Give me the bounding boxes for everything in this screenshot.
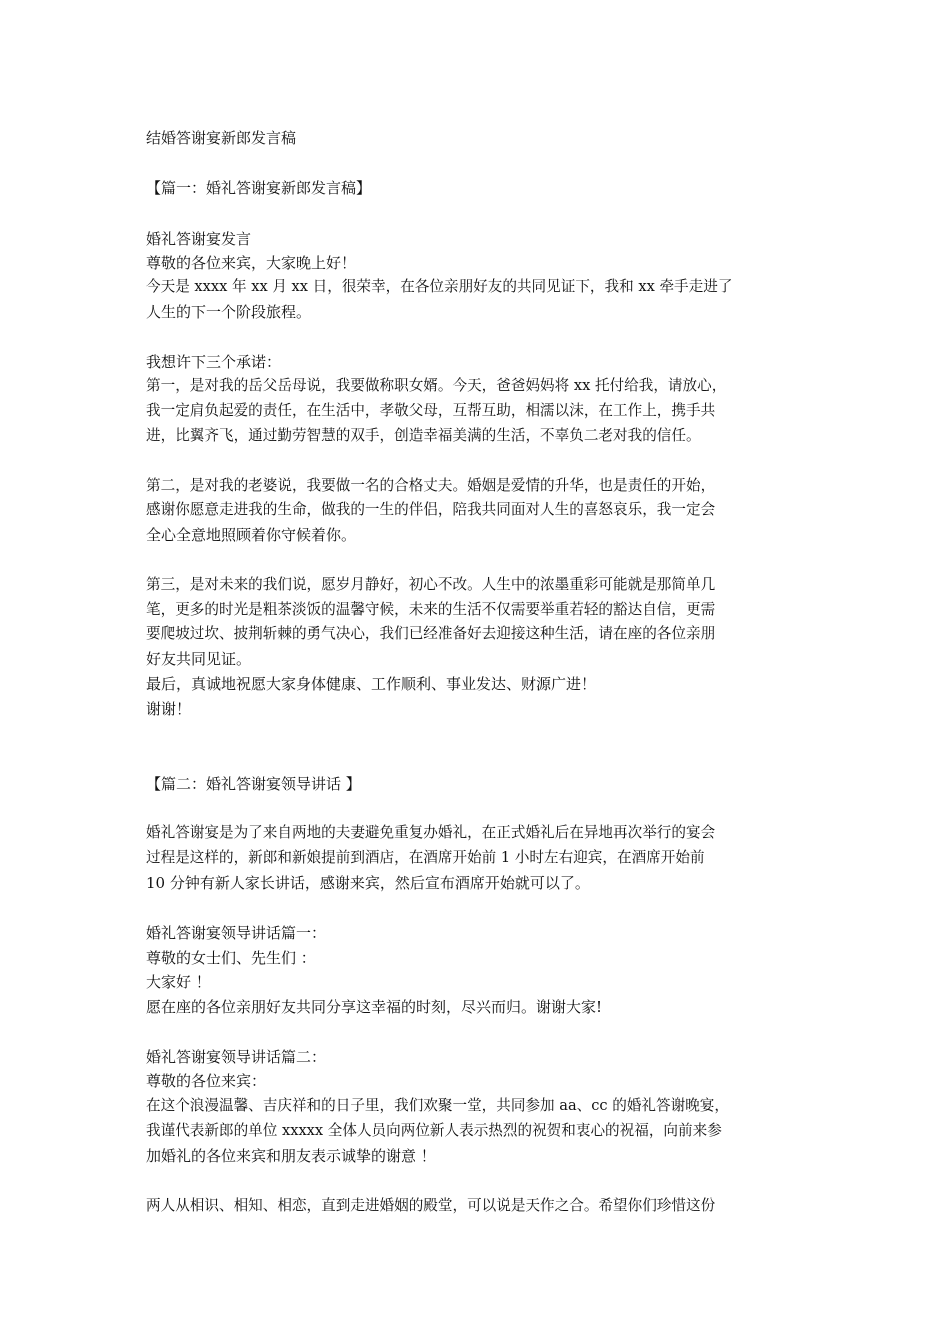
speech2-salutation: 尊敬的各位来宾： — [146, 1072, 267, 1090]
section2-heading: 【篇二：婚礼答谢宴领导讲话 】 — [146, 775, 361, 793]
speech2-body-line: 在这个浪漫温馨、吉庆祥和的日子里，我们欢聚一堂，共同参加 aa、cc 的婚礼答谢晚宴， — [146, 1097, 729, 1114]
speech1-salutation: 尊敬的女士们、先生们 ： — [146, 949, 316, 967]
speech2-body-line: 加婚礼的各位来宾和朋友表示诚挚的谢意 ！ — [146, 1147, 436, 1165]
section1-intro-line: 人生的下一个阶段旅程。 — [146, 303, 312, 321]
section1-greeting: 尊敬的各位来宾，大家晚上好！ — [146, 254, 357, 272]
promises-intro: 我想许下三个承诺： — [146, 353, 282, 371]
promise1-line: 我一定肩负起爱的责任，在生活中，孝敬父母，互帮互助，相濡以沫，在工作上，携手共 — [146, 402, 716, 419]
promise2-line: 感谢你愿意走进我的生命，做我的一生的伴侣，陪我共同面对人生的喜怒哀乐，我一定会 — [146, 501, 716, 518]
speech1-body: 愿在座的各位亲朋好友共同分享这幸福的时刻，尽兴而归。谢谢大家! — [146, 998, 603, 1016]
section2-intro-line: 过程是这样的，新郎和新娘提前到酒店，在酒席开始前 1 小时左右迎宾，在酒席开始前 — [146, 849, 705, 866]
section2-intro-line: 婚礼答谢宴是为了来自两地的夫妻避免重复办婚礼，在正式婚礼后在异地再次举行的宴会 — [146, 824, 716, 841]
document-title: 结婚答谢宴新郎发言稿 — [146, 129, 297, 147]
promise3-line: 第三，是对未来的我们说，愿岁月静好，初心不改。人生中的浓墨重彩可能就是那简单几 — [146, 576, 716, 593]
section1-intro-line: 今天是 xxxx 年 xx 月 xx 日，很荣幸，在各位亲朋好友的共同见证下，我和 xx 牵手走进了 — [146, 278, 733, 295]
speech2-continuation: 两人从相识、相知、相恋，直到走进婚姻的殿堂，可以说是天作之合。希望你们珍惜这份 — [146, 1197, 716, 1214]
promise1-line: 第一，是对我的岳父岳母说，我要做称职女婿。今天，爸爸妈妈将 xx 托付给我，请放心， — [146, 377, 727, 394]
speech2-body-line: 我谨代表新郎的单位 xxxxx 全体人员向两位新人表示热烈的祝贺和衷心的祝福，向前来参 — [146, 1122, 722, 1139]
section1-thanks: 谢谢！ — [146, 700, 192, 718]
promise2-line: 全心全意地照顾着你守候着你。 — [146, 526, 357, 544]
speech2-title: 婚礼答谢宴领导讲话篇二： — [146, 1048, 327, 1066]
section2-intro-line: 10 分钟有新人家长讲话，感谢来宾，然后宣布酒席开始就可以了。 — [146, 874, 590, 892]
promise3-line: 好友共同见证。 — [146, 650, 252, 668]
promise2-line: 第二，是对我的老婆说，我要做一名的合格丈夫。婚姻是爱情的升华，也是责任的开始， — [146, 477, 716, 494]
speech1-title: 婚礼答谢宴领导讲话篇一： — [146, 924, 327, 942]
speech1-greeting: 大家好 ！ — [146, 973, 211, 991]
section1-closing: 最后，真诚地祝愿大家身体健康、工作顺利、事业发达、财源广进！ — [146, 675, 597, 693]
section1-heading: 【篇一：婚礼答谢宴新郎发言稿】 — [146, 179, 372, 197]
promise3-line: 笔，更多的时光是粗茶淡饭的温馨守候，未来的生活不仅需要举重若轻的豁达自信，更需 — [146, 601, 716, 618]
promise3-line: 要爬坡过坎、披荆斩棘的勇气决心，我们已经准备好去迎接这种生活，请在座的各位亲朋 — [146, 625, 716, 642]
section1-subheading: 婚礼答谢宴发言 — [146, 230, 252, 248]
promise1-line: 进，比翼齐飞，通过勤劳智慧的双手，创造幸福美满的生活，不辜负二老对我的信任。 — [146, 427, 701, 444]
